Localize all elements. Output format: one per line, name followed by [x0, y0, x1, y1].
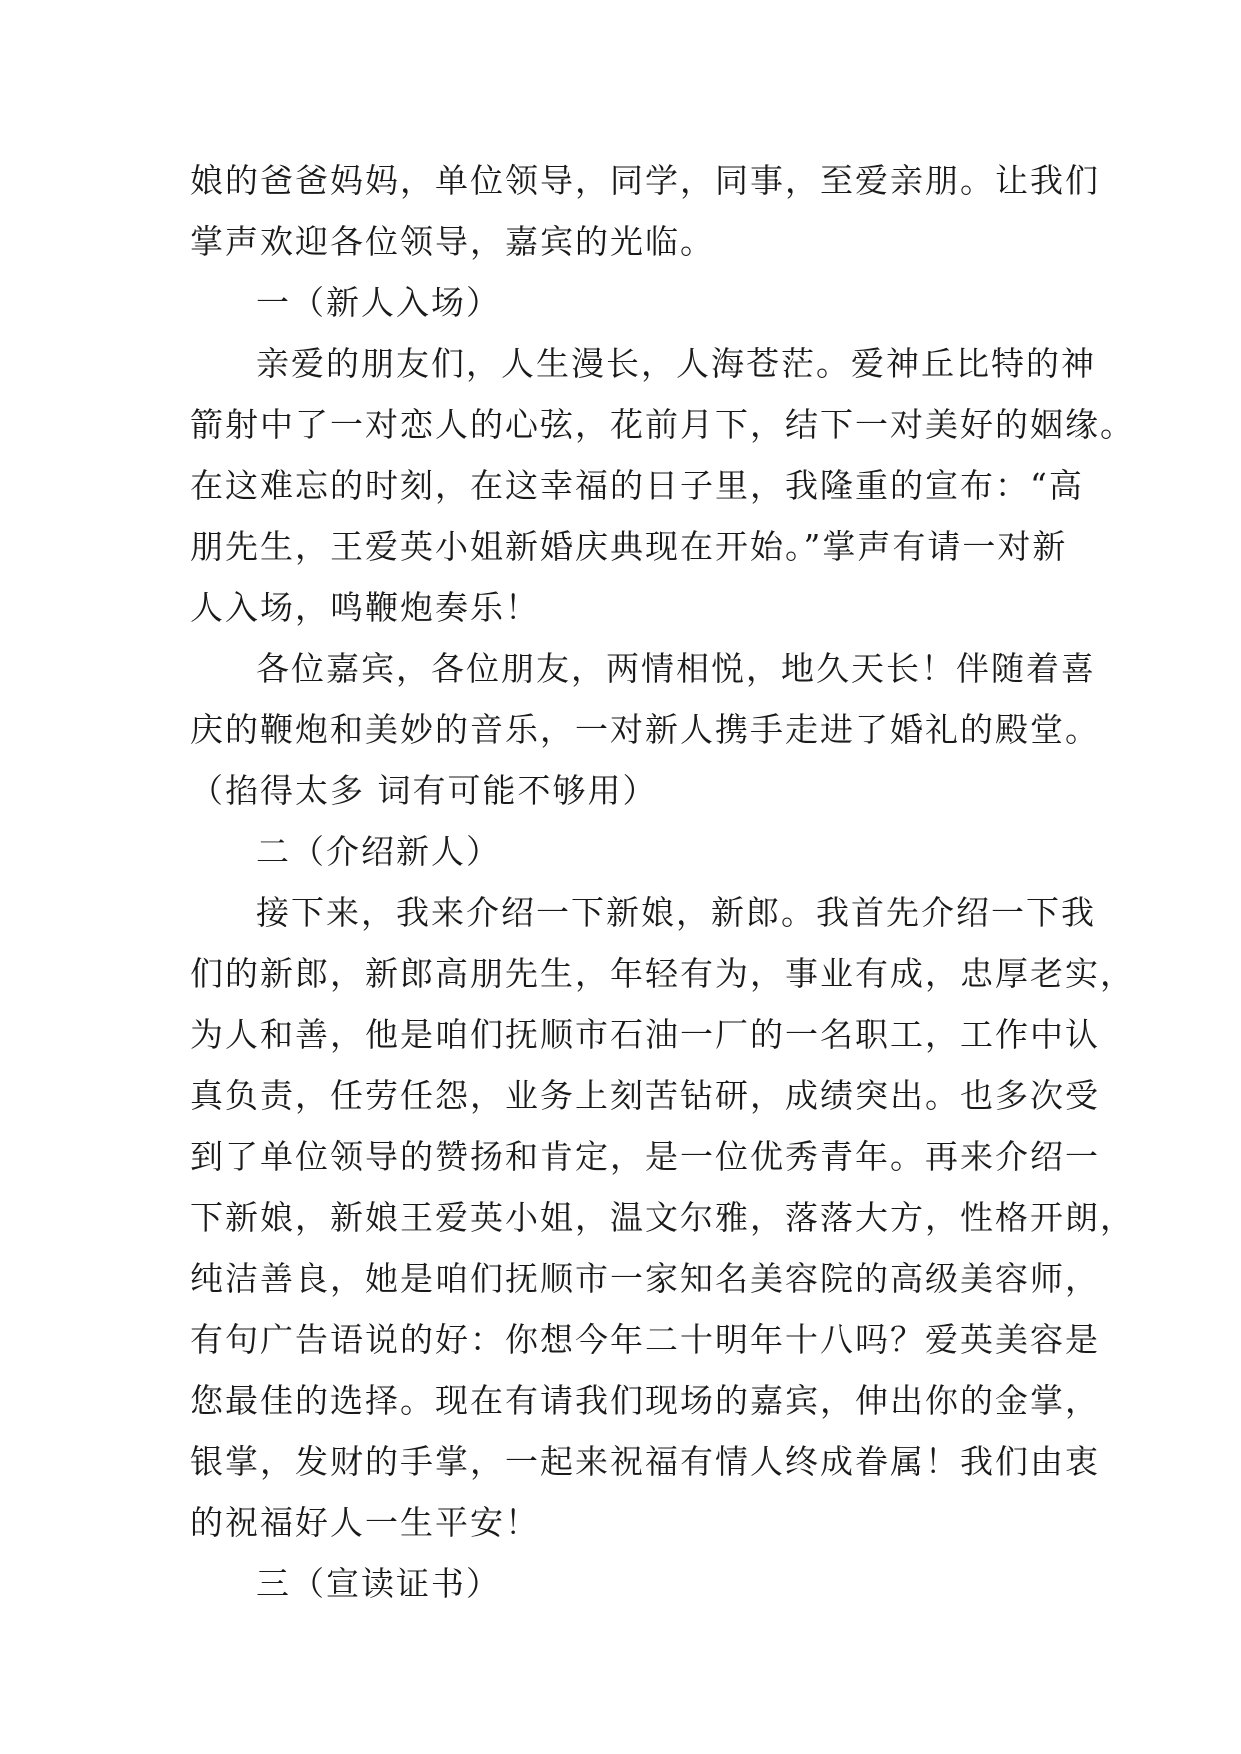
section-heading-2: 二（介绍新人） — [256, 832, 501, 871]
text-line: 在这难忘的时刻，在这幸福的日子里，我隆重的宣布：“高 — [190, 466, 1084, 505]
section-heading-1: 一（新人入场） — [256, 283, 501, 322]
text-line: 您最佳的选择。现在有请我们现场的嘉宾，伸出你的金掌， — [190, 1381, 1100, 1420]
document-body — [190, 150, 1135, 1614]
paragraph-start: 接下来，我来介绍一下新娘，新郎。我首先介绍一下我 — [256, 893, 1096, 932]
paragraph-start: 亲爱的朋友们，人生漫长，人海苍茫。爱神丘比特的神 — [256, 344, 1096, 383]
text-line: 们的新郎，新郎高朋先生，年轻有为，事业有成，忠厚老实， — [190, 954, 1135, 993]
text-note: （掐得太多 词有可能不够用） — [190, 771, 658, 810]
text-line: 的祝福好人一生平安！ — [190, 1503, 540, 1542]
paragraph-start: 各位嘉宾，各位朋友，两情相悦，地久天长！伴随着喜 — [256, 649, 1096, 688]
text-line: 真负责，任劳任怨，业务上刻苦钻研，成绩突出。也多次受 — [190, 1076, 1100, 1115]
text-line: 娘的爸爸妈妈，单位领导，同学，同事，至爱亲朋。让我们 — [190, 161, 1100, 200]
text-line: 掌声欢迎各位领导，嘉宾的光临。 — [190, 222, 715, 261]
section-heading-3: 三（宣读证书） — [256, 1564, 501, 1603]
text-line: 为人和善，他是咱们抚顺市石油一厂的一名职工，工作中认 — [190, 1015, 1100, 1054]
text-line: 到了单位领导的赞扬和肯定，是一位优秀青年。再来介绍一 — [190, 1137, 1100, 1176]
text-line: 纯洁善良，她是咱们抚顺市一家知名美容院的高级美容师， — [190, 1259, 1100, 1298]
text-line: 有句广告语说的好：你想今年二十明年十八吗？爱英美容是 — [190, 1320, 1100, 1359]
text-line: 朋先生，王爱英小姐新婚庆典现在开始。”掌声有请一对新 — [190, 527, 1068, 566]
text-line: 箭射中了一对恋人的心弦，花前月下，结下一对美好的姻缘。 — [190, 405, 1135, 444]
text-line: 人入场，鸣鞭炮奏乐！ — [190, 588, 540, 627]
text-line: 银掌，发财的手掌，一起来祝福有情人终成眷属！我们由衷 — [190, 1442, 1100, 1481]
text-line: 庆的鞭炮和美妙的音乐，一对新人携手走进了婚礼的殿堂。 — [190, 710, 1100, 749]
text-line: 下新娘，新娘王爱英小姐，温文尔雅，落落大方，性格开朗， — [190, 1198, 1135, 1237]
